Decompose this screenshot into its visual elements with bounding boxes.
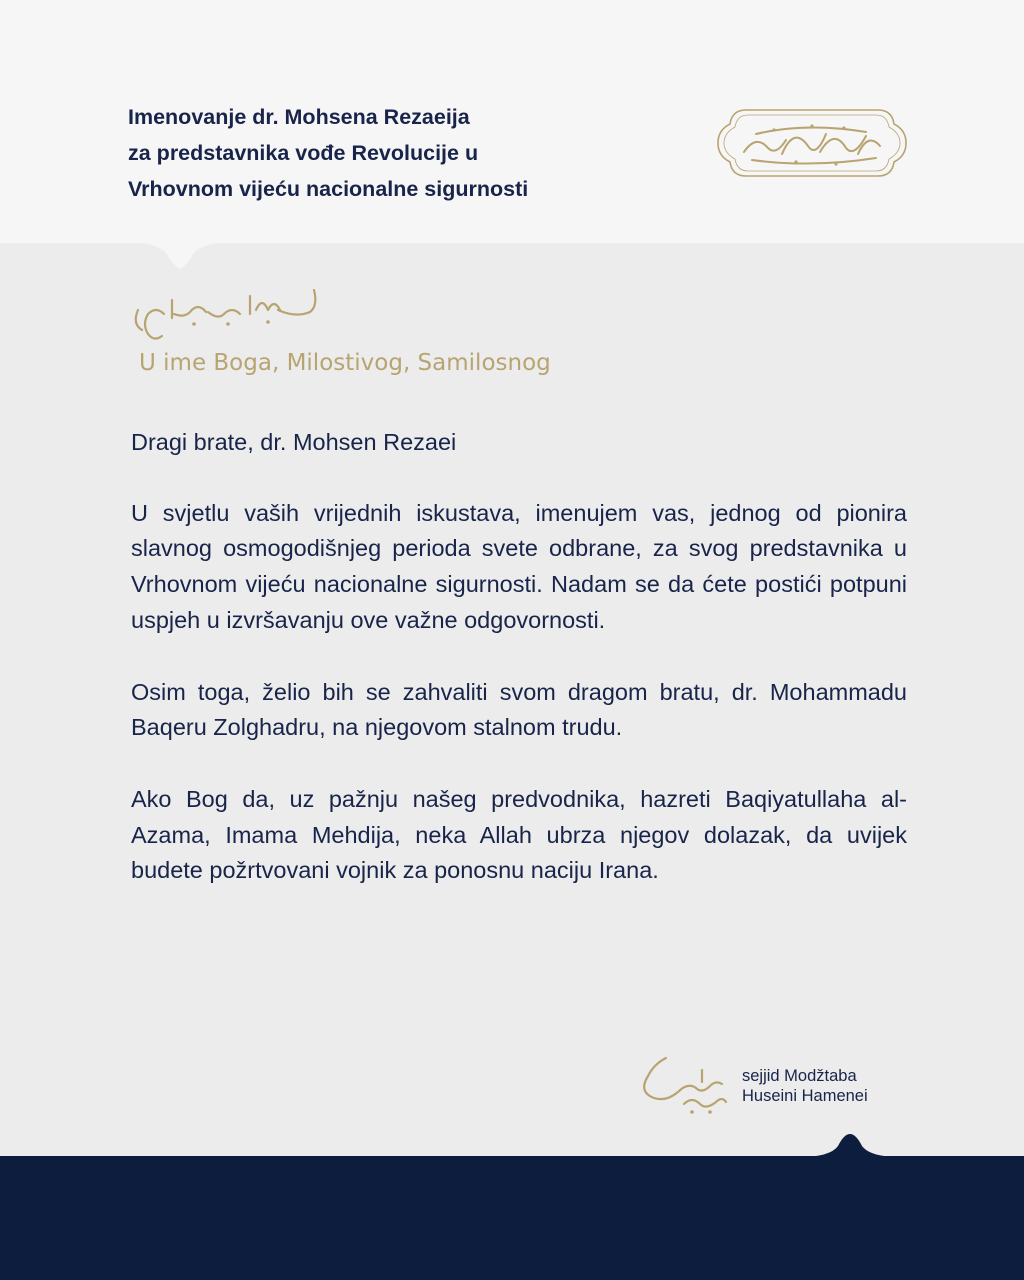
basmala-calligraphy-icon [128,284,324,346]
letter-greeting: Dragi brate, dr. Mohsen Rezaei [131,429,457,455]
letter-paragraph-3: Ako Bog da, uz pažnju našeg predvodnika, hazreti Baqiyatullaha al-Azama, Imama Mehdija, neka Allah ubrza njegov dolazak, da uvijek budete požrtvovani vojnik za ponosnu naciju Irana. [131,785,907,884]
footer-notch [800,1128,900,1158]
handwritten-signature-icon [636,1052,728,1118]
footer-band [0,1156,1024,1280]
title-line-3: Vrhovnom vijeću nacionalne sigurnosti [128,177,529,201]
signatory-name [742,1066,868,1106]
panel-notch-top [96,238,276,270]
basmala-translation: U ime Boga, Milostivog, Samilosnog [139,350,551,376]
letter-paragraph-2: Osim toga, želio bih se zahvaliti svom dragom bratu, dr. Mohammadu Baqeru Zolghadru, na njegovom stalnom trudu. [131,678,907,741]
title-line-1: Imenovanje dr. Mohsena Rezaeija [128,105,470,129]
signatory-name-line-2: Huseini Hamenei [742,1087,868,1105]
title-line-2: za predstavnika vođe Revolucije u [128,141,479,165]
calligraphy-seal-icon [716,104,908,182]
page-title [128,99,648,207]
letter-text [131,425,907,925]
signatory-name-line-1: sejjid Modžtaba [742,1067,857,1085]
letter-paragraph-1: U svjetlu vaših vrijednih iskustava, imenujem vas, jednog od pionira slavnog osmogodišnjeg perioda svete odbrane, za svog predstavnika u Vrhovnom vijeću nacionalne sigurnosti. Nadam se da ćete postići potpuni uspjeh u izvršavanju ove važne odgovornosti. [131,499,907,633]
